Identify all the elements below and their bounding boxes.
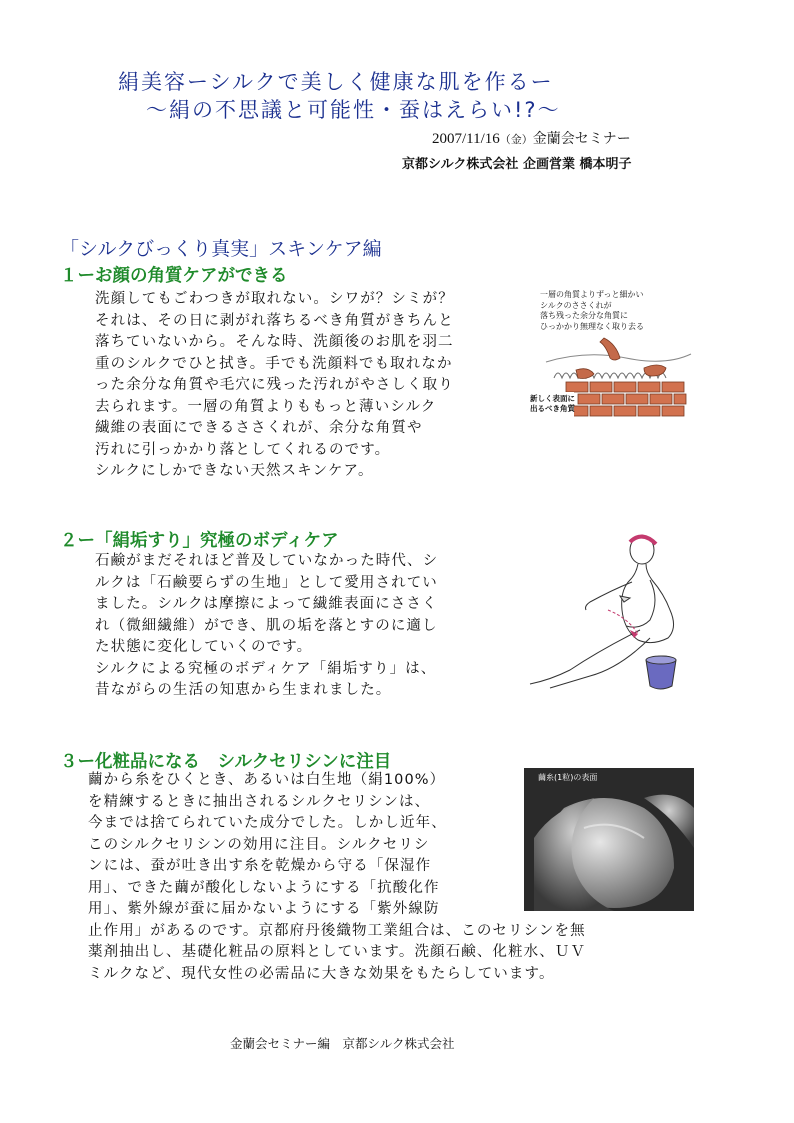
section-3-body	[88, 770, 586, 985]
text-line: れ（微細繊維）ができ、肌の垢を落とすのに適し	[95, 617, 438, 634]
text-line: 汚れに引っかかり落としてくれるのです。	[95, 441, 391, 458]
body-care-illustration	[520, 520, 695, 700]
page-subtitle: ～絹の不思議と可能性・蚕はえらい!?～	[146, 98, 561, 122]
text-line: を精練するときに抽出されるシルクセリシンは、	[88, 793, 431, 810]
text-line: ミルクなど、現代女性の必需品に大きな効果をもたらしています。	[88, 965, 555, 982]
illustration-caption-top: 一層の角質よりずっと細かい シルクのささくれが 落ち残った余分な角質に ひっかかり無理なく取り去る	[540, 290, 644, 331]
text-line: 落ちていないから。そんな時、洗顔後のお肌を羽二	[95, 334, 454, 350]
micrograph-graphic	[524, 768, 694, 911]
illustration-caption-bottom: 新しく表面に 出るべき角質	[530, 394, 575, 413]
text-line: 用」、紫外線が蚕に届かないようにする「紫外線防	[88, 901, 440, 917]
text-line: 繭から糸をひくとき、あるいは白生地（絹100%）	[88, 772, 446, 788]
text-line: 重のシルクでひと拭き。手でも洗顔料でも取れなか	[95, 355, 453, 372]
text-line: ました。シルクは摩擦によって繊維表面にささく	[95, 596, 438, 612]
text-line: 今までは捨てられていた成分でした。しかし近年、	[88, 815, 447, 831]
text-line: それは、その日に剥がれ落ちるべき角質がきちんと	[95, 312, 454, 329]
text-line: 用」、できた繭が酸化しないようにする「抗酸化作	[88, 879, 440, 896]
text-line: 去られます。一層の角質よりももっと薄いシルク	[95, 398, 437, 415]
text-line: った余分な角質や毛穴に残った汚れがやさしく取り	[95, 377, 454, 393]
date: 2007/11/16	[432, 131, 500, 147]
text-line: 薬剤抽出し、基礎化粧品の原料としています。洗顔石鹸、化粧水、ＵＶ	[88, 944, 587, 960]
text-line: ルクは「石鹸要らずの生地」として愛用されてい	[95, 574, 438, 591]
section-2-body	[95, 551, 438, 702]
author-line: 京都シルク株式会社 企画営業 橋本明子	[402, 157, 632, 172]
text-line: このシルクセリシンの効用に注目。シルクセリシ	[88, 836, 430, 853]
section-3-heading: ３ー化粧品になる シルクセリシンに注目	[60, 752, 392, 772]
seminar-name: 金蘭会セミナー	[532, 131, 631, 147]
section-1-body	[95, 289, 454, 483]
text-line: 昔ながらの生活の知恵から生まれました。	[95, 682, 392, 698]
text-line: た状態に変化していくのです。	[95, 639, 313, 655]
text-line: 石鹸がまだそれほど普及していなかった時代、シ	[95, 553, 439, 569]
weekday: （金）	[499, 133, 533, 146]
text-line: 繊維の表面にできるささくれが、余分な角質や	[95, 420, 423, 436]
date-line	[432, 128, 631, 148]
text-line: ンには、蚕が吐き出す糸を乾燥から守る「保湿作	[88, 858, 432, 874]
page-footer: 金蘭会セミナー編 京都シルク株式会社	[230, 1036, 455, 1051]
silk-fiber-micrograph	[524, 768, 694, 911]
text-line: 洗顔してもごわつきが取れない。シワが？シミが？	[95, 291, 454, 307]
page-title: 絹美容ーシルクで美しく健康な肌を作るー	[118, 70, 554, 94]
main-heading: 「シルクびっくり真実」スキンケア編	[60, 238, 382, 260]
micrograph-caption: 繭糸(1粒)の表面	[538, 773, 598, 782]
text-line: 止作用」があるのです。京都府丹後織物工業組合は、このセリシンを無	[88, 922, 586, 939]
section-2-heading: ２ー「絹垢すり」究極のボディケア	[60, 531, 339, 551]
skin-care-illustration	[526, 290, 696, 422]
text-line: シルクによる究極のボディケア「絹垢すり」は、	[95, 660, 437, 677]
text-line: シルクにしかできない天然スキンケア。	[95, 463, 374, 479]
section-1-heading: １ーお顔の角質ケアができる	[60, 266, 288, 286]
